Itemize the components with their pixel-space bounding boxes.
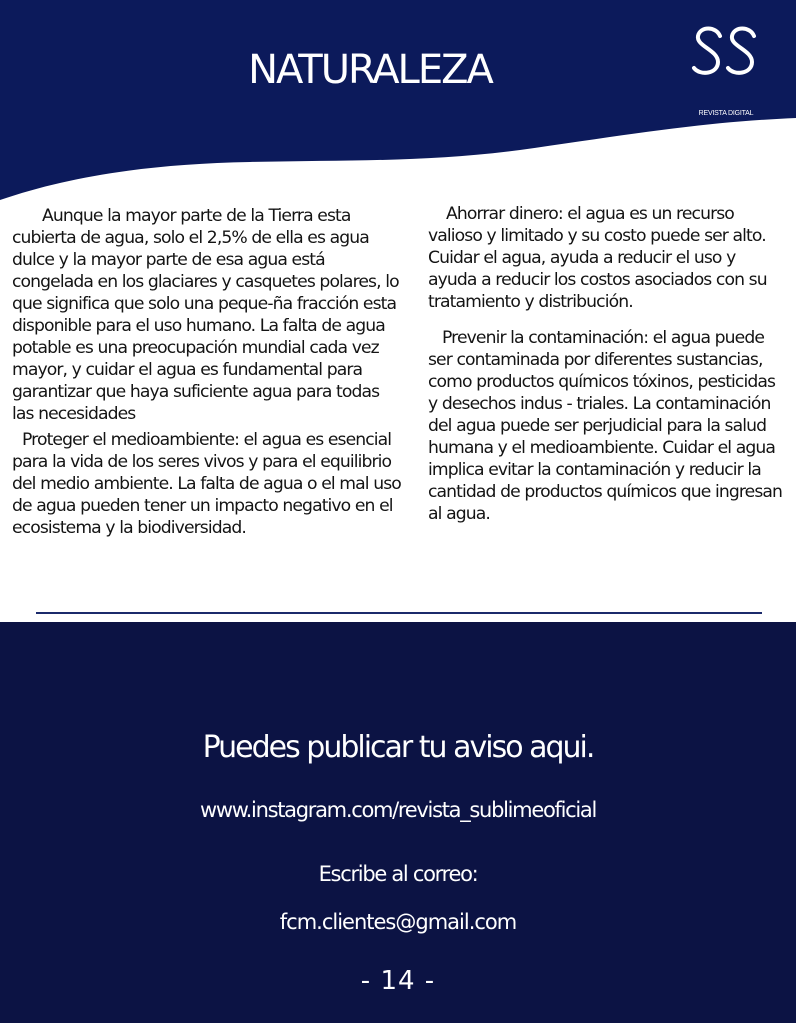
header-band [0, 0, 796, 210]
ad-headline: Puedes publicar tu aviso aqui. [202, 730, 594, 765]
header-wave-shape [0, 0, 796, 210]
ad-block [0, 622, 796, 1023]
page-title: NATURALEZA [248, 47, 492, 93]
page-number: - 14 - [360, 966, 436, 996]
paragraph-water-scarcity: Aunque la mayor parte de la Tierra esta cubierta de agua, solo el 2,5% de ella es agua dulce y la mayor parte de esa agua está congelada en los glaciares y casquetes polares, lo que significa que solo una peque-ña fracción esta disponible para el uso humano. La falta de agua potable es una preocupación mundial cada vez mayor, y cuidar el agua es fundamental para garantizar que haya suficiente agua para todas las necesidades [12, 206, 399, 424]
article-left-column [12, 205, 404, 539]
paragraph-prevent-pollution: Prevenir la contaminación: el agua puede ser contaminada por diferentes sustancias, como productos químicos tóxinos, pesticidas y desechos indus - triales. La contaminación del agua puede ser perjudicial para la salud humana y el medioambiente. Cuidar el agua implica evitar la contaminación y reducir la cantidad de productos químicos que ingresan al agua. [428, 328, 783, 524]
section-divider [36, 612, 762, 614]
article-right-column [428, 203, 786, 525]
paragraph-protect-environment: Proteger el medioambiente: el agua es esencial para la vida de los seres vivos y para el equilibrio del medio ambiente. La falta de agua o el mal uso de agua pueden tener un impacto negativo en el ecosistema y la biodiversidad. [12, 430, 401, 538]
email-prompt: Escribe al correo: [318, 862, 478, 886]
email-link[interactable]: fcm.clientes@gmail.com [279, 910, 517, 934]
paragraph-save-money: Ahorrar dinero: el agua es un recurso valioso y limitado y su costo puede ser alto. Cuidar el agua, ayuda a reducir el uso y ayuda a reducir los costos asociados con su tratamiento y distribución. [428, 204, 767, 312]
instagram-link[interactable]: www.instagram.com/revista_sublimeoficial [199, 798, 597, 822]
logo-caption: REVISTA DIGITAL [698, 110, 754, 117]
ss-monogram-icon [690, 22, 760, 82]
